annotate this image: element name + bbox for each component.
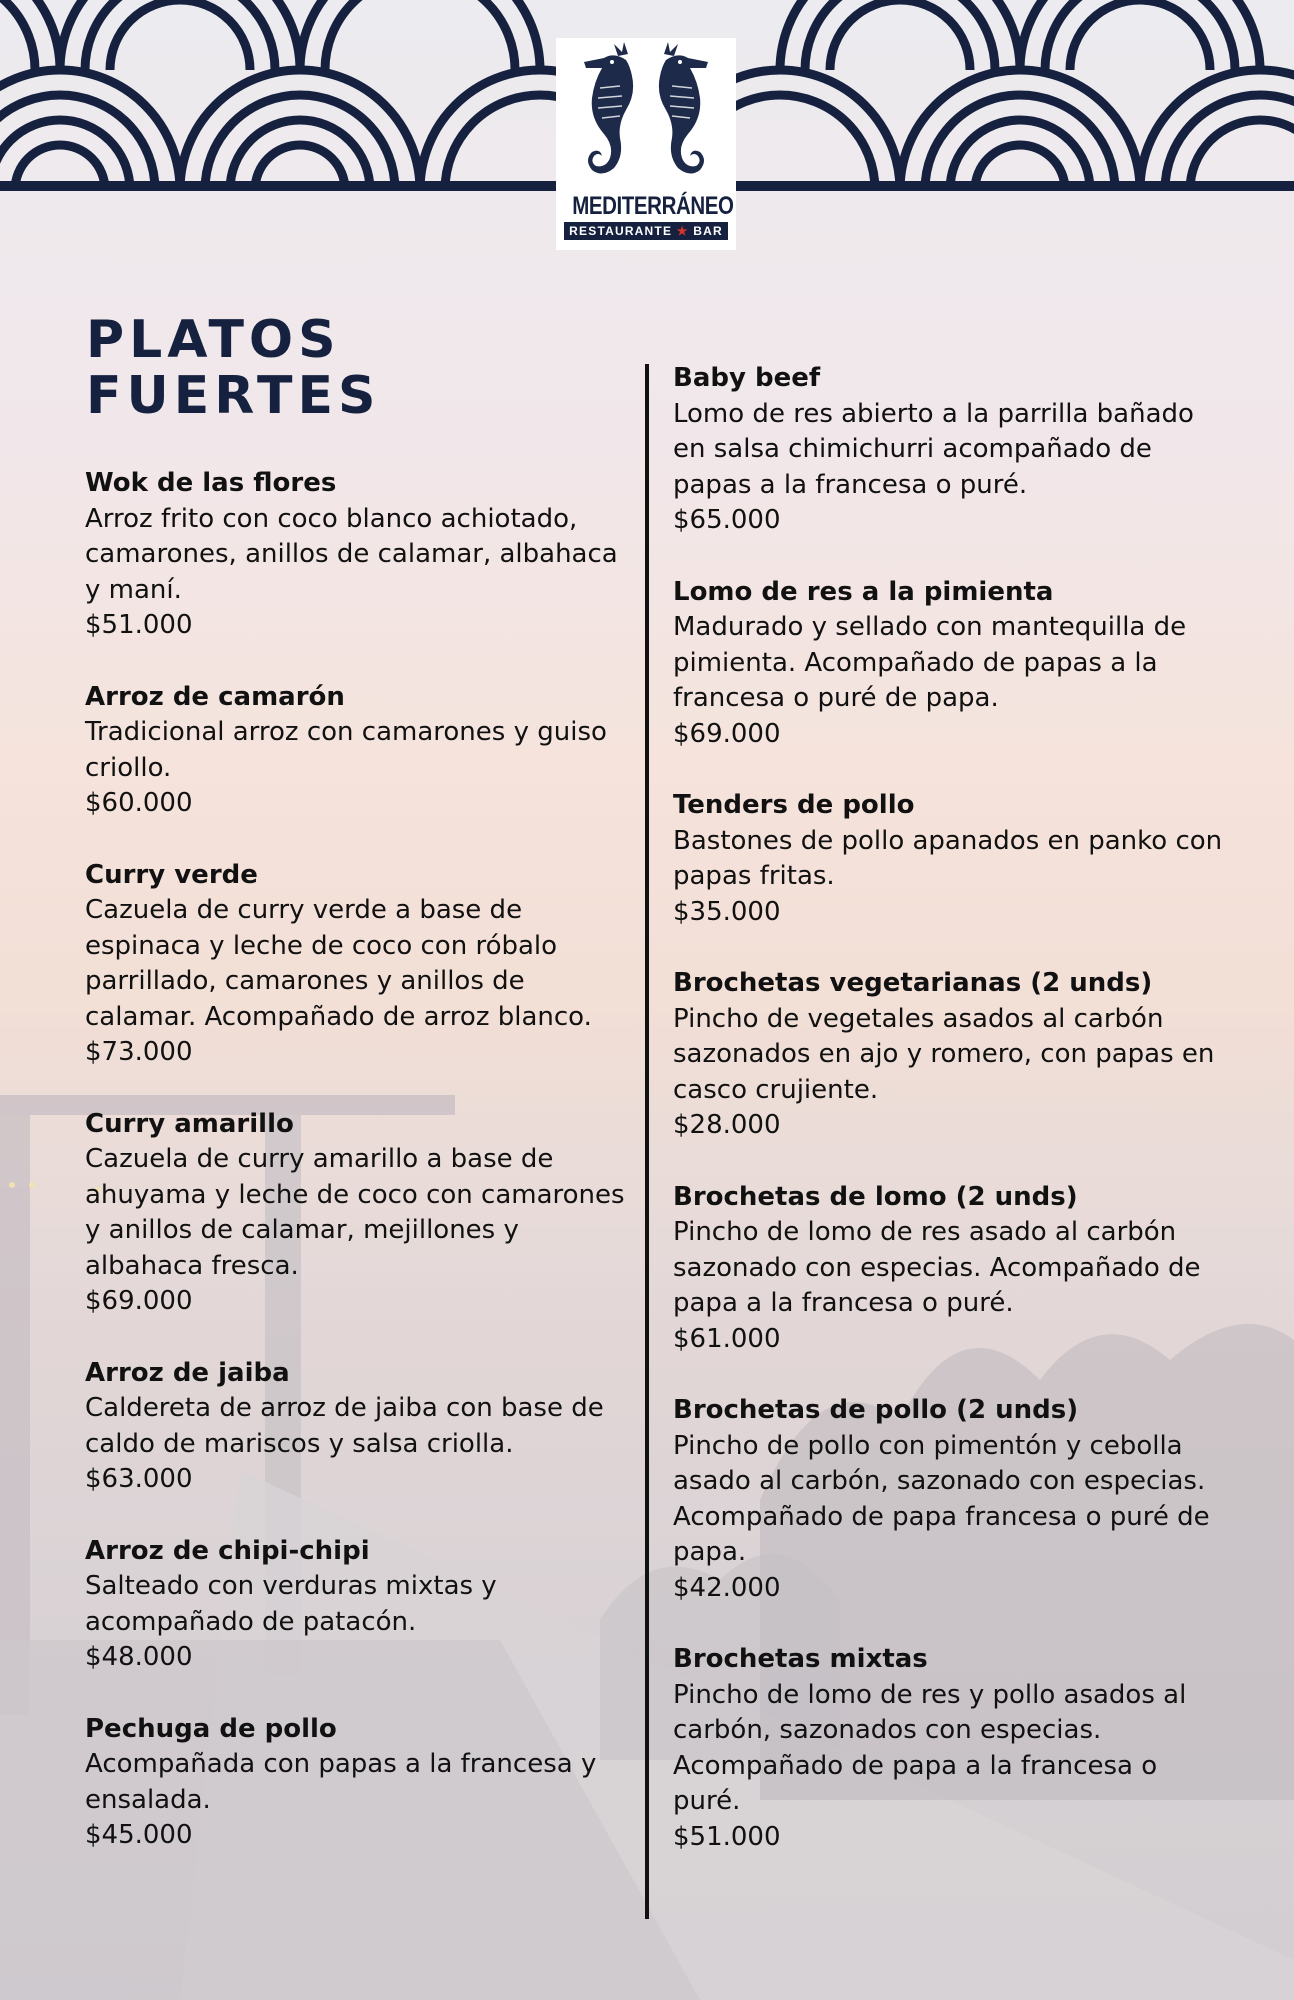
item-description: Lomo de res abierto a la parrilla bañado en salsa chimichurri acompañado de papas a la francesa o puré. bbox=[673, 398, 1194, 500]
menu-item bbox=[673, 1642, 1228, 1855]
item-price: $35.000 bbox=[673, 896, 781, 927]
item-name: Pechuga de pollo bbox=[85, 1713, 337, 1744]
page-title-text: PLATOS FUERTES bbox=[86, 310, 381, 426]
item-price: $51.000 bbox=[673, 1821, 781, 1852]
item-price: $63.000 bbox=[85, 1464, 193, 1494]
item-description: Madurado y sellado con mantequilla de pimienta. Acompañado de papas a la francesa o puré de papa. bbox=[673, 612, 1187, 713]
seahorses-icon bbox=[556, 38, 736, 188]
menu-column-right bbox=[673, 361, 1228, 1891]
menu-item bbox=[673, 1393, 1228, 1606]
item-name: Arroz de jaiba bbox=[85, 1357, 290, 1388]
item-description: Pincho de pollo con pimentón y cebolla asado al carbón, sazonado con especias. Acompañado de papa francesa o puré de papa. bbox=[673, 1430, 1210, 1567]
item-name: Baby beef bbox=[673, 363, 821, 393]
item-name: Curry verde bbox=[85, 859, 258, 890]
item-name: Curry amarillo bbox=[85, 1108, 294, 1139]
menu-column-left bbox=[85, 466, 630, 1890]
logo-subtitle-left: RESTAURANTE bbox=[569, 224, 673, 238]
item-description: Tradicional arroz con camarones y guiso criollo. bbox=[85, 717, 607, 783]
restaurant-logo bbox=[556, 38, 736, 250]
item-price: $60.000 bbox=[85, 788, 193, 818]
item-price: $28.000 bbox=[673, 1110, 781, 1140]
menu-item bbox=[673, 966, 1228, 1144]
item-name: Brochetas de pollo (2 unds) bbox=[673, 1395, 1079, 1425]
item-description: Pincho de lomo de res y pollo asados al carbón, sazonados con especias. Acompañado de papa a la francesa o puré. bbox=[673, 1679, 1187, 1816]
item-description: Caldereta de arroz de jaiba con base de caldo de mariscos y salsa criolla. bbox=[85, 1393, 604, 1459]
item-name: Arroz de camarón bbox=[85, 681, 345, 712]
item-price: $69.000 bbox=[85, 1286, 193, 1316]
page-title bbox=[86, 312, 380, 424]
menu-item bbox=[673, 1180, 1228, 1358]
item-name: Brochetas vegetarianas (2 unds) bbox=[673, 968, 1153, 998]
item-name: Tenders de pollo bbox=[673, 790, 915, 820]
menu-item bbox=[673, 575, 1228, 753]
item-name: Brochetas de lomo (2 unds) bbox=[673, 1181, 1078, 1212]
item-name: Brochetas mixtas bbox=[673, 1644, 928, 1674]
item-name: Arroz de chipi-chipi bbox=[85, 1535, 370, 1566]
menu-item bbox=[85, 1356, 630, 1498]
logo-subtitle-right: BAR bbox=[693, 224, 723, 238]
item-description: Salteado con verduras mixtas y acompañado de patacón. bbox=[85, 1571, 497, 1637]
item-price: $48.000 bbox=[85, 1642, 193, 1672]
item-price: $42.000 bbox=[673, 1572, 781, 1603]
item-price: $61.000 bbox=[673, 1323, 781, 1354]
item-description: Cazuela de curry verde a base de espinaca y leche de coco con róbalo parrillado, camarones y anillos de calamar. Acompañado de arroz blanco. bbox=[85, 895, 592, 1032]
item-name: Lomo de res a la pimienta bbox=[673, 576, 1054, 607]
logo-name: MEDITERRÁNEO bbox=[572, 192, 734, 220]
item-price: $73.000 bbox=[85, 1037, 193, 1067]
menu-item bbox=[85, 858, 630, 1071]
menu-item bbox=[85, 680, 630, 822]
menu-item bbox=[85, 1534, 630, 1676]
column-divider bbox=[645, 364, 649, 1919]
menu-item bbox=[673, 788, 1228, 930]
menu-item bbox=[85, 1107, 630, 1320]
item-description: Bastones de pollo apanados en panko con papas fritas. bbox=[673, 825, 1223, 891]
item-price: $51.000 bbox=[85, 610, 193, 640]
item-price: $65.000 bbox=[673, 505, 781, 535]
menu-item bbox=[673, 361, 1228, 539]
item-price: $45.000 bbox=[85, 1820, 193, 1850]
item-name: Wok de las flores bbox=[85, 468, 337, 498]
item-description: Pincho de lomo de res asado al carbón sazonado con especias. Acompañado de papa a la francesa o puré. bbox=[673, 1217, 1201, 1318]
star-icon: ★ bbox=[676, 224, 689, 238]
menu-item bbox=[85, 466, 630, 644]
item-description: Cazuela de curry amarillo a base de ahuyama y leche de coco con camarones y anillos de calamar, mejillones y albahaca fresca. bbox=[85, 1144, 625, 1281]
logo-subtitle bbox=[564, 222, 728, 240]
menu-item bbox=[85, 1712, 630, 1854]
item-description: Arroz frito con coco blanco achiotado, camarones, anillos de calamar, albahaca y maní. bbox=[85, 503, 618, 605]
item-price: $69.000 bbox=[673, 718, 781, 749]
item-description: Acompañada con papas a la francesa y ensalada. bbox=[85, 1749, 597, 1815]
item-description: Pincho de vegetales asados al carbón sazonados en ajo y romero, con papas en casco crujiente. bbox=[673, 1003, 1215, 1105]
